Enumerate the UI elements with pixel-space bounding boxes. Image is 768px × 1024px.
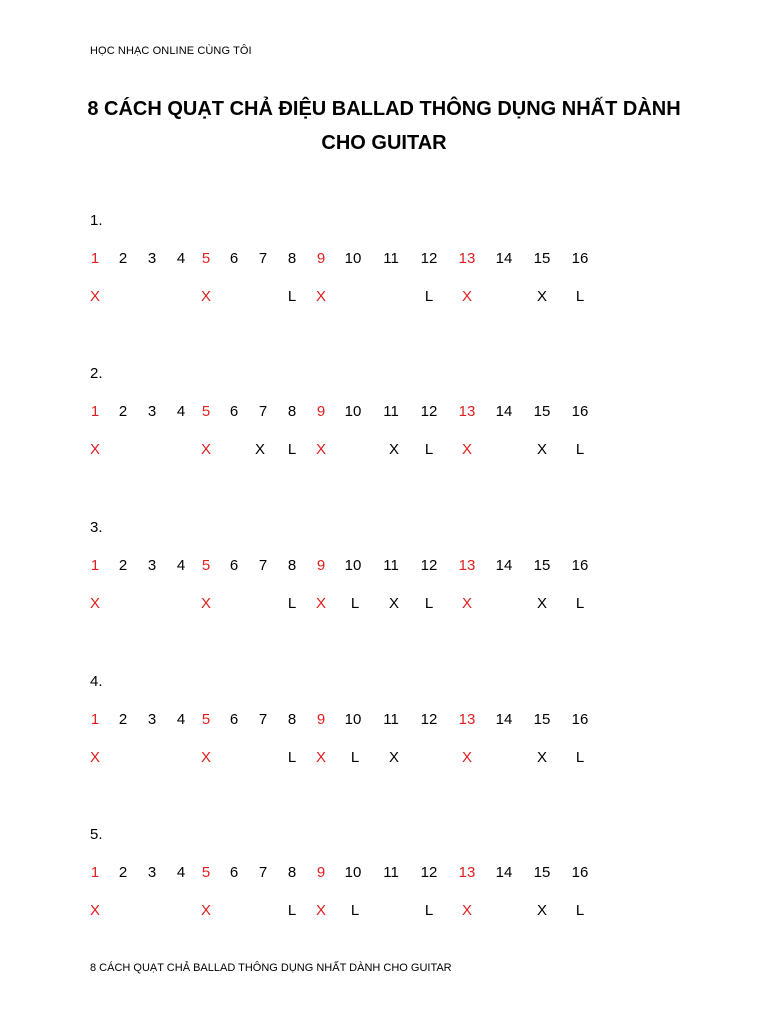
beat-number: 9 <box>316 711 326 728</box>
beat-number: 12 <box>420 403 438 420</box>
beat-number: 4 <box>176 250 186 267</box>
strum-pattern <box>0 826 768 946</box>
strum-mark: L <box>287 288 297 305</box>
strum-mark: L <box>575 749 585 766</box>
pattern-number: 5. <box>90 826 103 843</box>
strum-mark: X <box>388 749 400 766</box>
beat-number: 8 <box>287 403 297 420</box>
strum-mark: X <box>200 595 212 612</box>
strum-mark: X <box>461 749 473 766</box>
beat-number: 7 <box>258 250 268 267</box>
beat-number: 7 <box>258 557 268 574</box>
strum-mark: X <box>89 595 101 612</box>
strum-mark: L <box>575 902 585 919</box>
strum-mark: X <box>461 902 473 919</box>
strum-mark: X <box>315 288 327 305</box>
beat-number: 14 <box>495 403 513 420</box>
beat-number: 16 <box>571 403 589 420</box>
beat-number: 11 <box>383 557 399 574</box>
pattern-number: 3. <box>90 519 103 536</box>
strum-mark: X <box>200 902 212 919</box>
beat-number: 13 <box>458 711 476 728</box>
beat-number: 12 <box>420 864 438 881</box>
beat-number: 1 <box>90 557 100 574</box>
beat-number: 7 <box>258 403 268 420</box>
strum-mark: X <box>315 441 327 458</box>
strum-mark: X <box>89 288 101 305</box>
strum-mark: X <box>315 902 327 919</box>
beat-number: 10 <box>344 250 362 267</box>
beat-number: 1 <box>90 711 100 728</box>
beat-number: 16 <box>571 250 589 267</box>
strum-mark: X <box>315 595 327 612</box>
beat-number: 3 <box>147 864 157 881</box>
strum-mark: X <box>536 902 548 919</box>
beat-number: 4 <box>176 864 186 881</box>
beat-number: 16 <box>571 557 589 574</box>
beat-number: 6 <box>229 864 239 881</box>
pattern-number: 1. <box>90 212 103 229</box>
strum-mark: L <box>424 288 434 305</box>
strum-mark: X <box>536 288 548 305</box>
beat-number: 16 <box>571 864 589 881</box>
beat-number: 2 <box>118 250 128 267</box>
strum-mark: X <box>89 902 101 919</box>
beat-number: 9 <box>316 403 326 420</box>
page-footer: 8 CÁCH QUẠT CHẢ BALLAD THÔNG DỤNG NHẤT DÀNH CHO GUITAR <box>90 962 452 974</box>
strum-mark: L <box>287 595 297 612</box>
beat-number: 15 <box>533 864 551 881</box>
beat-number: 3 <box>147 403 157 420</box>
beat-number: 11 <box>383 403 399 420</box>
strum-mark: X <box>254 441 266 458</box>
strum-mark: L <box>424 595 434 612</box>
strum-pattern <box>0 365 768 485</box>
beat-number: 1 <box>90 403 100 420</box>
beat-number: 2 <box>118 711 128 728</box>
beat-number: 11 <box>383 250 399 267</box>
strum-mark: X <box>536 595 548 612</box>
beat-number: 13 <box>458 864 476 881</box>
strum-mark: X <box>315 749 327 766</box>
beat-number: 14 <box>495 864 513 881</box>
strum-mark: L <box>350 902 360 919</box>
beat-number: 16 <box>571 711 589 728</box>
beat-number: 7 <box>258 711 268 728</box>
beat-number: 5 <box>201 250 211 267</box>
beat-number: 5 <box>201 557 211 574</box>
beat-number: 11 <box>383 864 399 881</box>
pattern-number: 2. <box>90 365 103 382</box>
beat-number: 3 <box>147 557 157 574</box>
beat-number: 13 <box>458 250 476 267</box>
beat-number: 7 <box>258 864 268 881</box>
strum-pattern <box>0 673 768 793</box>
beat-number: 1 <box>90 864 100 881</box>
beat-number: 3 <box>147 250 157 267</box>
strum-mark: L <box>575 595 585 612</box>
document-title-line-2: CHO GUITAR <box>321 132 447 154</box>
beat-number: 15 <box>533 403 551 420</box>
beat-number: 15 <box>533 250 551 267</box>
beat-number: 10 <box>344 864 362 881</box>
strum-mark: X <box>536 441 548 458</box>
strum-mark: X <box>388 595 400 612</box>
strum-pattern <box>0 212 768 332</box>
beat-number: 2 <box>118 864 128 881</box>
strum-mark: L <box>424 902 434 919</box>
beat-number: 14 <box>495 711 513 728</box>
beat-number: 6 <box>229 711 239 728</box>
beat-number: 9 <box>316 250 326 267</box>
strum-mark: L <box>424 441 434 458</box>
page-header: HỌC NHẠC ONLINE CÙNG TÔI <box>90 45 252 57</box>
beat-number: 14 <box>495 250 513 267</box>
beat-number: 1 <box>90 250 100 267</box>
beat-number: 9 <box>316 557 326 574</box>
strum-mark: X <box>200 749 212 766</box>
strum-mark: X <box>461 288 473 305</box>
strum-mark: X <box>200 441 212 458</box>
strum-mark: L <box>575 288 585 305</box>
beat-number: 12 <box>420 557 438 574</box>
beat-number: 6 <box>229 403 239 420</box>
beat-number: 5 <box>201 711 211 728</box>
beat-number: 3 <box>147 711 157 728</box>
beat-number: 8 <box>287 250 297 267</box>
strum-mark: L <box>287 902 297 919</box>
pattern-number: 4. <box>90 673 103 690</box>
beat-number: 4 <box>176 557 186 574</box>
document-title <box>60 92 708 160</box>
beat-number: 8 <box>287 557 297 574</box>
beat-number: 14 <box>495 557 513 574</box>
beat-number: 2 <box>118 557 128 574</box>
strum-mark: L <box>287 441 297 458</box>
beat-number: 6 <box>229 250 239 267</box>
strum-mark: L <box>287 749 297 766</box>
strum-mark: L <box>350 749 360 766</box>
beat-number: 2 <box>118 403 128 420</box>
strum-mark: X <box>461 441 473 458</box>
strum-mark: X <box>536 749 548 766</box>
beat-number: 6 <box>229 557 239 574</box>
beat-number: 11 <box>383 711 399 728</box>
strum-mark: X <box>89 441 101 458</box>
beat-number: 13 <box>458 557 476 574</box>
beat-number: 10 <box>344 403 362 420</box>
beat-number: 12 <box>420 250 438 267</box>
beat-number: 5 <box>201 864 211 881</box>
strum-mark: X <box>388 441 400 458</box>
beat-number: 10 <box>344 711 362 728</box>
beat-number: 13 <box>458 403 476 420</box>
strum-mark: L <box>575 441 585 458</box>
strum-mark: X <box>89 749 101 766</box>
beat-number: 4 <box>176 403 186 420</box>
beat-number: 5 <box>201 403 211 420</box>
beat-number: 15 <box>533 711 551 728</box>
beat-number: 10 <box>344 557 362 574</box>
document-title-line-1: 8 CÁCH QUẠT CHẢ ĐIỆU BALLAD THÔNG DỤNG NHẤT DÀNH <box>87 98 681 120</box>
strum-mark: X <box>200 288 212 305</box>
beat-number: 9 <box>316 864 326 881</box>
strum-mark: X <box>461 595 473 612</box>
strum-pattern <box>0 519 768 639</box>
strum-mark: L <box>350 595 360 612</box>
beat-number: 15 <box>533 557 551 574</box>
beat-number: 8 <box>287 864 297 881</box>
beat-number: 4 <box>176 711 186 728</box>
beat-number: 12 <box>420 711 438 728</box>
beat-number: 8 <box>287 711 297 728</box>
